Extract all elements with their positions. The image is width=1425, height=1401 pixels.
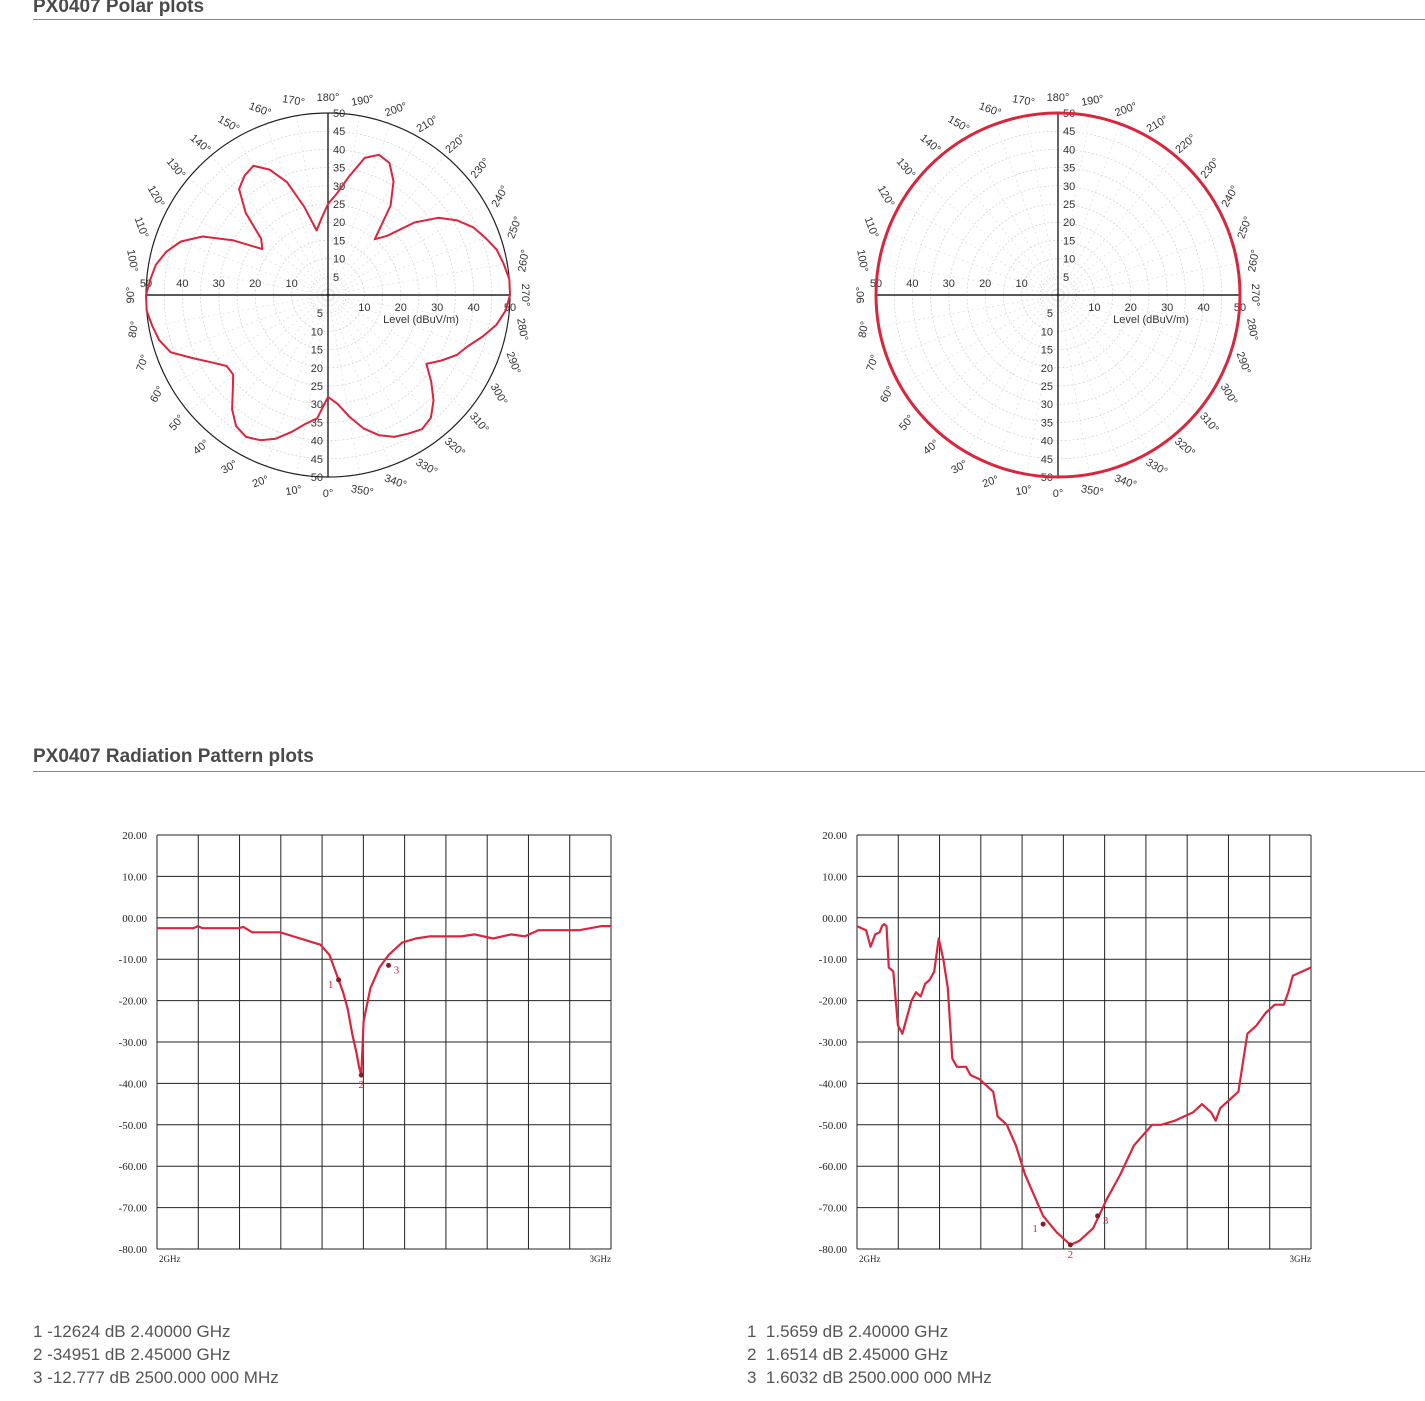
angle-label: 40° — [921, 437, 942, 458]
angle-label: 140° — [917, 132, 943, 157]
y-tick-label: 10.00 — [822, 871, 847, 884]
r-tick-lower: 20 — [1040, 362, 1053, 375]
angle-label: 0° — [322, 488, 334, 500]
angle-label: 270° — [1249, 283, 1261, 307]
r-tick-upper: 15 — [1063, 235, 1076, 248]
marker-readout-3: 3 -12.777 dB 2500.000 000 MHz — [33, 1368, 279, 1387]
r-tick-upper: 15 — [333, 235, 346, 248]
y-tick-label: -30.00 — [118, 1037, 147, 1049]
r-tick-upper: 30 — [333, 180, 346, 193]
angle-label: 280° — [514, 317, 530, 342]
marker-point — [386, 963, 391, 968]
x-start-label: 2GHz — [859, 1254, 881, 1264]
angle-label: 130° — [163, 155, 188, 181]
y-tick-label: -60.00 — [118, 1161, 147, 1174]
r-tick-lower: 35 — [310, 417, 323, 430]
angle-label: 80° — [856, 320, 872, 339]
angle-label: 160° — [977, 100, 1003, 120]
h-tick-right: 50 — [1233, 302, 1247, 314]
r-tick-lower: 25 — [310, 381, 323, 393]
angle-label: 270° — [519, 283, 531, 307]
angle-label: 300° — [1217, 381, 1240, 408]
h-tick-left: 40 — [176, 278, 189, 290]
h-tick-right: 40 — [1197, 302, 1210, 314]
y-tick-label: -80.00 — [818, 1244, 847, 1256]
angle-label: 220° — [443, 132, 469, 157]
r-tick-upper: 5 — [333, 271, 340, 284]
r-tick-lower: 10 — [1040, 326, 1053, 339]
r-tick-upper: 35 — [1063, 162, 1076, 175]
angle-label: 230° — [468, 155, 493, 181]
grid-spoke — [189, 295, 328, 412]
marker-point — [336, 977, 341, 982]
radiation-plot-left — [100, 820, 640, 1270]
r-tick-lower: 45 — [310, 453, 323, 466]
marker-readout-1: 1 1.5659 dB 2.40000 GHz — [747, 1322, 949, 1341]
y-tick-label: -70.00 — [818, 1202, 847, 1215]
angle-label: 160° — [247, 100, 273, 120]
angle-label: 0° — [1052, 488, 1064, 500]
angle-label: 70° — [134, 353, 152, 373]
grid-spoke — [941, 156, 1058, 295]
grid-spoke — [1058, 156, 1175, 295]
angle-label: 60° — [878, 384, 897, 405]
y-tick-label: -40.00 — [818, 1078, 847, 1091]
y-tick-label: 10.00 — [122, 871, 147, 884]
angle-label: 340° — [382, 472, 409, 492]
polar-section-rule — [33, 19, 1425, 20]
h-tick-right: 30 — [1161, 302, 1174, 314]
y-tick-label: -80.00 — [118, 1244, 147, 1256]
r-tick-lower: 15 — [1040, 344, 1053, 357]
y-tick-label: -40.00 — [118, 1078, 147, 1091]
angle-label: 140° — [187, 132, 213, 157]
angle-label: 340° — [1112, 472, 1139, 492]
polar-axis-label: Level (dBuV/m) — [383, 314, 459, 326]
h-tick-left: 30 — [942, 278, 955, 290]
r-tick-lower: 30 — [1040, 399, 1053, 412]
angle-label: 170° — [281, 93, 306, 109]
angle-label: 260° — [516, 248, 532, 274]
angle-label: 120° — [874, 183, 897, 210]
radiation-plot-right — [800, 820, 1340, 1270]
marker-readout-right — [747, 1320, 992, 1389]
r-tick-upper: 45 — [333, 126, 346, 139]
angle-label: 150° — [215, 113, 242, 136]
grid-spoke — [887, 295, 1058, 357]
r-tick-upper: 10 — [1063, 253, 1076, 266]
angle-label: 30° — [219, 457, 240, 477]
grid-spoke — [157, 295, 328, 357]
angle-label: 40° — [191, 437, 212, 458]
radiation-trace — [857, 924, 1311, 1245]
grid-spoke — [1058, 204, 1216, 295]
r-tick-lower: 15 — [310, 344, 323, 357]
marker-label: 3 — [1102, 1214, 1109, 1227]
y-tick-label: 20.00 — [822, 830, 847, 842]
r-tick-lower: 50 — [1040, 472, 1053, 484]
grid-spoke — [1058, 178, 1197, 295]
polar-plot-left — [48, 60, 608, 580]
angle-label: 110° — [131, 215, 151, 240]
x-end-label: 3GHz — [589, 1254, 611, 1264]
grid-spoke — [170, 295, 328, 386]
y-tick-label: -20.00 — [118, 995, 147, 1008]
r-tick-upper: 45 — [1063, 126, 1076, 139]
angle-label: 190° — [1080, 93, 1105, 109]
angle-label: 30° — [949, 457, 970, 477]
polar-section-title: PX0407 Polar plots — [33, 0, 205, 17]
h-tick-left: 10 — [1015, 278, 1028, 290]
angle-label: 180° — [1046, 92, 1070, 104]
angle-label: 150° — [945, 113, 972, 136]
angle-label: 220° — [1173, 132, 1199, 157]
y-tick-label: -10.00 — [118, 954, 147, 967]
angle-label: 310° — [1196, 410, 1221, 436]
marker-point — [1095, 1213, 1100, 1218]
angle-label: 50° — [897, 412, 918, 434]
polar-plot-right — [778, 60, 1338, 580]
marker-readout-1: 1 -12624 dB 2.40000 GHz — [33, 1322, 231, 1341]
y-tick-label: 00.00 — [122, 912, 147, 925]
angle-label: 250° — [505, 214, 525, 241]
angle-label: 190° — [350, 93, 375, 109]
r-tick-upper: 20 — [333, 217, 346, 230]
angle-label: 100° — [854, 248, 870, 274]
angle-label: 10° — [1014, 483, 1034, 499]
r-tick-upper: 50 — [1063, 108, 1076, 120]
angle-label: 320° — [442, 435, 468, 460]
grid-spoke — [328, 137, 419, 295]
marker-point — [1068, 1242, 1073, 1247]
angle-label: 90° — [125, 286, 137, 304]
grid-spoke — [1058, 295, 1120, 466]
r-tick-lower: 40 — [310, 435, 323, 448]
r-tick-upper: 50 — [333, 108, 346, 120]
marker-label: 2 — [1067, 1248, 1074, 1261]
r-tick-lower: 20 — [310, 362, 323, 375]
y-tick-label: 00.00 — [822, 912, 847, 925]
angle-label: 110° — [861, 215, 881, 240]
grid-spoke — [919, 295, 1058, 412]
angle-label: 240° — [1219, 183, 1242, 210]
angle-label: 60° — [148, 384, 167, 405]
angle-label: 200° — [383, 100, 409, 120]
r-tick-lower: 10 — [310, 326, 323, 339]
y-tick-label: -10.00 — [818, 954, 847, 967]
grid-spoke — [328, 204, 486, 295]
r-tick-upper: 5 — [1063, 271, 1070, 284]
r-tick-lower: 40 — [1040, 435, 1053, 448]
grid-spoke — [1058, 137, 1149, 295]
angle-label: 240° — [489, 183, 512, 210]
marker-point — [1041, 1222, 1046, 1227]
r-tick-upper: 40 — [333, 144, 346, 157]
angle-label: 300° — [487, 381, 510, 408]
marker-label: 2 — [358, 1079, 365, 1092]
r-tick-upper: 35 — [333, 162, 346, 175]
angle-label: 20° — [980, 473, 1001, 491]
x-start-label: 2GHz — [159, 1254, 181, 1264]
angle-label: 170° — [1011, 93, 1036, 109]
r-tick-upper: 30 — [1063, 180, 1076, 193]
angle-label: 200° — [1113, 100, 1139, 120]
h-tick-left: 10 — [285, 278, 298, 290]
h-tick-right: 40 — [467, 302, 480, 314]
marker-readout-2: 2 -34951 dB 2.45000 GHz — [33, 1345, 231, 1364]
r-tick-lower: 5 — [316, 308, 323, 321]
marker-readout-2: 2 1.6514 dB 2.45000 GHz — [747, 1345, 949, 1364]
angle-label: 280° — [1244, 317, 1260, 342]
angle-label: 330° — [413, 456, 440, 479]
angle-label: 210° — [414, 113, 441, 136]
angle-label: 90° — [855, 286, 867, 304]
angle-label: 230° — [1198, 155, 1223, 181]
h-tick-right: 10 — [358, 302, 371, 314]
y-tick-label: -20.00 — [818, 995, 847, 1008]
r-tick-lower: 50 — [310, 472, 323, 484]
angle-label: 20° — [250, 473, 271, 491]
angle-label: 130° — [893, 155, 918, 181]
y-tick-label: -70.00 — [118, 1202, 147, 1215]
h-tick-right: 20 — [394, 302, 407, 314]
h-tick-left: 50 — [139, 278, 153, 290]
grid-spoke — [967, 137, 1058, 295]
grid-spoke — [328, 295, 390, 466]
angle-label: 290° — [1233, 350, 1253, 376]
angle-label: 260° — [1246, 248, 1262, 274]
marker-readout-3: 3 1.6032 dB 2500.000 000 MHz — [747, 1368, 992, 1387]
r-tick-lower: 30 — [310, 399, 323, 412]
r-tick-upper: 20 — [1063, 217, 1076, 230]
grid-spoke — [328, 178, 467, 295]
h-tick-right: 10 — [1088, 302, 1101, 314]
angle-label: 290° — [503, 350, 523, 376]
angle-label: 320° — [1172, 435, 1198, 460]
angle-label: 120° — [144, 183, 167, 210]
marker-point — [359, 1073, 364, 1078]
marker-label: 1 — [327, 978, 334, 991]
y-tick-label: -60.00 — [818, 1161, 847, 1174]
y-tick-label: 20.00 — [122, 830, 147, 842]
angle-label: 10° — [284, 483, 304, 499]
grid-spoke — [900, 295, 1058, 386]
y-tick-label: -30.00 — [818, 1037, 847, 1049]
radiation-section-title: PX0407 Radiation Pattern plots — [33, 746, 314, 767]
h-tick-left: 40 — [906, 278, 919, 290]
y-tick-label: -50.00 — [818, 1119, 847, 1132]
angle-label: 330° — [1143, 456, 1170, 479]
y-tick-label: -50.00 — [118, 1119, 147, 1132]
polar-axis-label: Level (dBuV/m) — [1113, 314, 1189, 326]
marker-label: 3 — [393, 964, 400, 977]
r-tick-upper: 25 — [333, 199, 346, 211]
grid-spoke — [237, 137, 328, 295]
r-tick-lower: 5 — [1046, 308, 1053, 321]
h-tick-left: 30 — [212, 278, 225, 290]
angle-label: 100° — [124, 248, 140, 274]
angle-label: 70° — [864, 353, 882, 373]
angle-label: 80° — [126, 320, 142, 339]
x-end-label: 3GHz — [1289, 1254, 1311, 1264]
grid-spoke — [328, 156, 445, 295]
r-tick-lower: 35 — [1040, 417, 1053, 430]
r-tick-lower: 25 — [1040, 381, 1053, 393]
r-tick-upper: 10 — [333, 253, 346, 266]
h-tick-right: 20 — [1124, 302, 1137, 314]
h-tick-left: 50 — [869, 278, 883, 290]
radiation-section-rule — [33, 771, 1425, 772]
angle-label: 310° — [466, 410, 491, 436]
angle-label: 180° — [316, 92, 340, 104]
r-tick-upper: 25 — [1063, 199, 1076, 211]
marker-label: 1 — [1032, 1223, 1038, 1236]
r-tick-upper: 40 — [1063, 144, 1076, 157]
h-tick-right: 50 — [503, 302, 517, 314]
angle-label: 350° — [349, 483, 375, 499]
angle-label: 210° — [1144, 113, 1171, 136]
h-tick-right: 30 — [431, 302, 444, 314]
r-tick-lower: 45 — [1040, 453, 1053, 466]
grid-spoke — [211, 156, 328, 295]
angle-label: 250° — [1235, 214, 1255, 241]
h-tick-left: 20 — [249, 278, 262, 290]
marker-readout-left — [33, 1320, 279, 1389]
angle-label: 350° — [1079, 483, 1105, 499]
h-tick-left: 20 — [979, 278, 992, 290]
angle-label: 50° — [167, 412, 188, 434]
